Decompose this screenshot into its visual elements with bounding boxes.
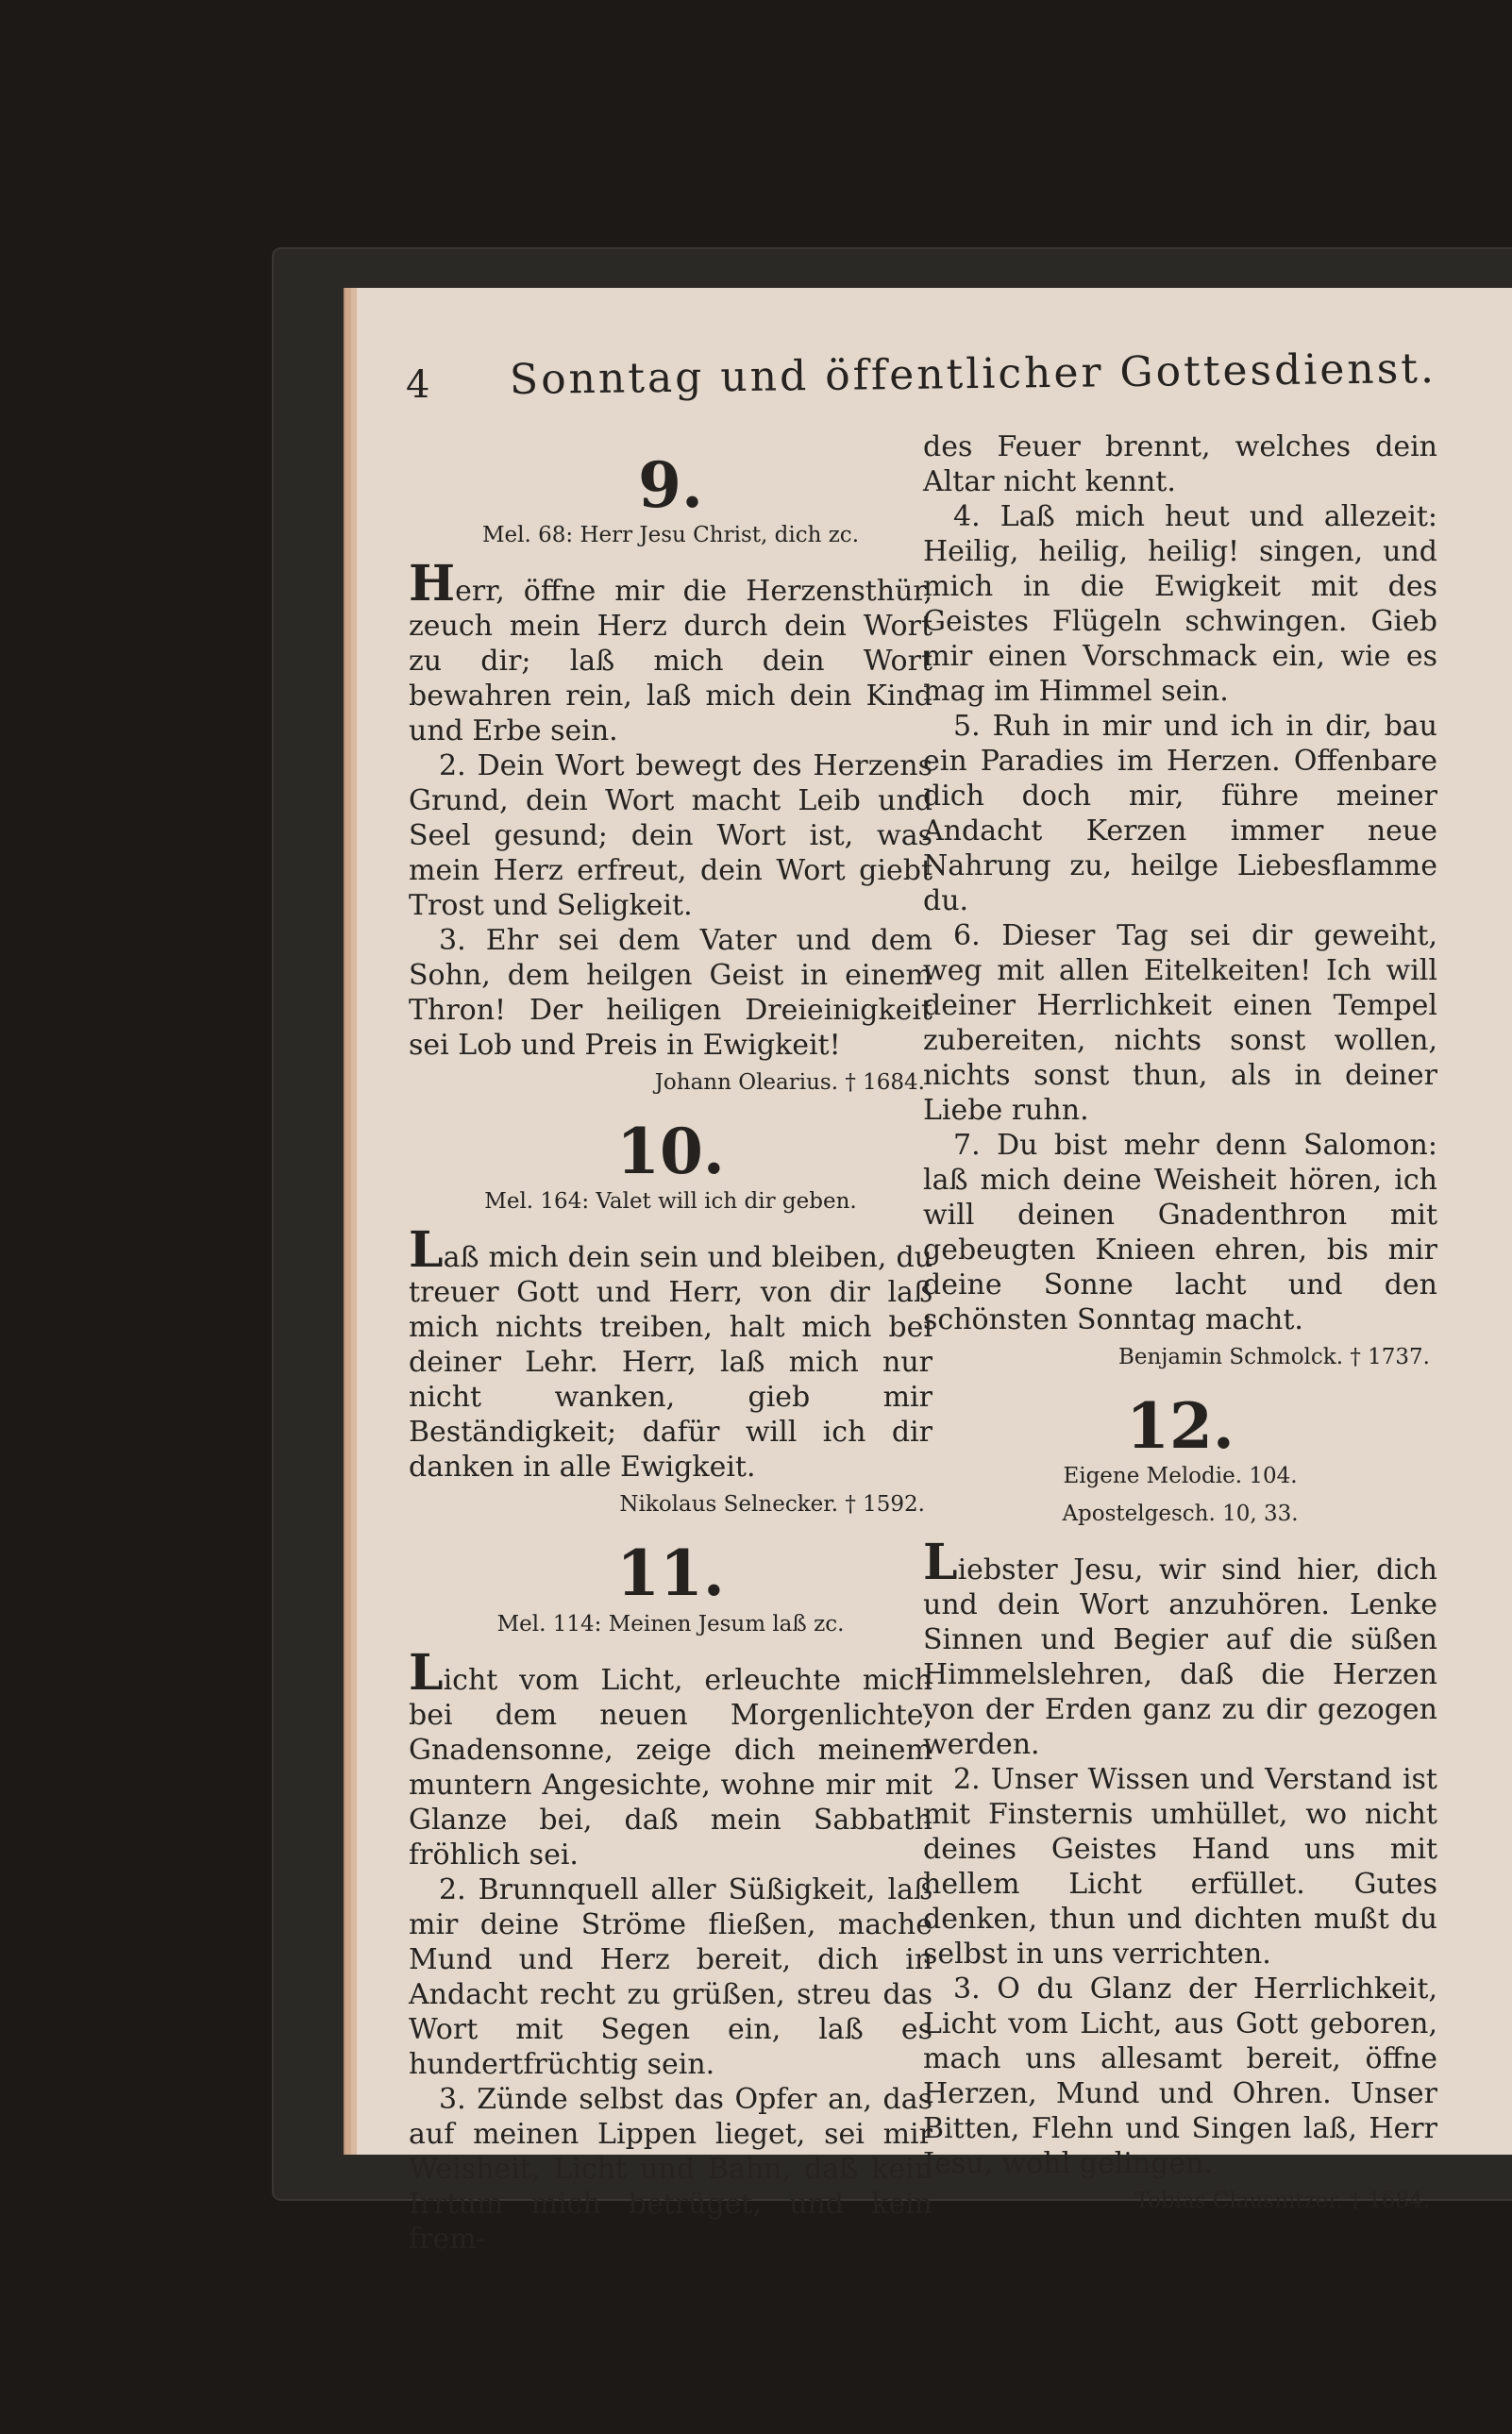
hymn-author: Nikolaus Selnecker. † 1592. <box>619 1492 925 1518</box>
hymn-11 <box>409 1536 932 2256</box>
verse: Laß mich dein sein und bleiben, du treuer Gott und Herr, von dir laß mich nichts treiben, halt mich bei deiner Lehr. Herr, laß mich nur nicht wanken, gieb mir Beständigkeit; dafür will ich dir danken in alle Ewigkeit. <box>409 1221 932 1485</box>
book-page <box>357 288 1512 2256</box>
verse: 5. Ruh in mir und ich in dir, bau ein Paradies im Herzen. Offenbare dich doch mir, führe meiner Andacht Kerzen immer neue Nahrung zu, heilge Liebesflamme du. <box>923 710 1437 917</box>
page-title: Sonntag und öffentlicher Gottesdienst. <box>509 344 1437 404</box>
hymn-11-continued <box>923 429 1437 1369</box>
verse: des Feuer brennt, welches dein Altar nicht kennt. <box>923 430 1437 498</box>
verse: 3. Zünde selbst das Opfer an, das auf meinen Lippen lieget, sei mir Weisheit, Licht und Bahn, daß kein Irrtum mich betrüget, und kein frem- <box>409 2082 932 2256</box>
right-column <box>923 429 1437 2238</box>
hymn-author: Johann Olearius. † 1684. <box>654 1070 925 1096</box>
hymn-10 <box>409 1115 932 1518</box>
verse: 7. Du bist mehr denn Salomon: laß mich deine Weisheit hören, ich will deinen Gnadenthron mit gebeugten Knieen ehren, bis mir deine Sonne lacht und den schönsten Sonntag macht. <box>923 1129 1437 1336</box>
verse: 2. Brunnquell aller Süßigkeit, laß mir deine Ströme fließen, mache Mund und Herz bereit, dich in Andacht recht zu grüßen, streu das Wort mit Segen ein, laß es hundertfrüchtig sein. <box>409 1872 932 2081</box>
verse: 4. Laß mich heut und allezeit: Heilig, heilig, heilig! singen, und mich in die Ewigkeit mit des Geistes Flügeln schwingen. Gieb mir einen Vorschmack ein, wie es mag im Himmel sein. <box>923 500 1437 708</box>
hymn-author: Benjamin Schmolck. † 1737. <box>1117 1345 1430 1369</box>
verse: 3. O du Glanz der Herrlichkeit, Licht vom Licht, aus Gott geboren, mach uns allesamt bereit, öffne Herzen, Mund und Ohren. Unser Bitten, Flehn und Singen laß, Herr Jesu, wohl gelingen. <box>923 1972 1437 2181</box>
verse: 2. Unser Wissen und Verstand ist mit Finsternis umhüllet, wo nicht deines Geistes Hand uns mit hellem Licht erfüllet. Gutes denken, thun und dichten mußt du selbst in uns verrichten. <box>923 1763 1437 1972</box>
hymn-reference: Apostelgesch. 10, 33. <box>1062 1502 1299 1527</box>
hymn-number: 9. <box>638 448 703 522</box>
hymn-melody: Mel. 164: Valet will ich dir geben. <box>484 1189 857 1215</box>
hymn-number: 12. <box>1126 1389 1235 1463</box>
verse: Liebster Jesu, wir sind hier, dich und dein Wort anzuhören. Lenke Sinnen und Begier auf die süßen Himmelslehren, daß die Herzen von der Erden ganz zu dir gezogen werden. <box>923 1534 1437 1762</box>
hymn-number: 11. <box>616 1536 725 1611</box>
left-column <box>409 448 932 2277</box>
hymn-melody: Mel. 114: Meinen Jesum laß zc. <box>496 1611 845 1637</box>
hymn-number: 10. <box>616 1115 725 1189</box>
verse: 2. Dein Wort bewegt des Herzens Grund, dein Wort macht Leib und Seel gesund; dein Wort ist, was mein Herz erfreut, dein Wort giebt Trost und Seligkeit. <box>409 749 932 923</box>
hymn-9 <box>409 448 932 1096</box>
verse: Herr, öffne mir die Herzensthür, zeuch mein Herz durch dein Wort zu dir; laß mich dein Wort bewahren rein, laß mich dein Kind und Erbe sein. <box>409 555 932 748</box>
verse: 6. Dieser Tag sei dir geweiht, weg mit allen Eitelkeiten! Ich will deiner Herrlichkeit einen Tempel zubereiten, nichts sonst wollen, nichts sonst thun, als in deiner Liebe ruhn. <box>923 919 1437 1127</box>
page-number: 4 <box>406 363 430 407</box>
running-head <box>406 344 1482 422</box>
hymn-author: Tobias Clausnitzer. † 1684. <box>1134 2189 1430 2214</box>
hymn-melody: Eigene Melodie. 104. <box>1063 1464 1298 1489</box>
hymn-melody: Mel. 68: Herr Jesu Christ, dich zc. <box>481 523 860 548</box>
hymn-12 <box>923 1389 1437 2214</box>
verse: 3. Ehr sei dem Vater und dem Sohn, dem heilgen Geist in einem Thron! Der heiligen Dreieinigkeit sei Lob und Preis in Ewigkeit! <box>409 924 932 1063</box>
verse: Licht vom Licht, erleuchte mich bei dem neuen Morgenlichte, Gnadensonne, zeige dich meinem muntern Angesichte, wohne mir mit Glanze bei, daß mein Sabbath fröhlich sei. <box>409 1643 932 1872</box>
